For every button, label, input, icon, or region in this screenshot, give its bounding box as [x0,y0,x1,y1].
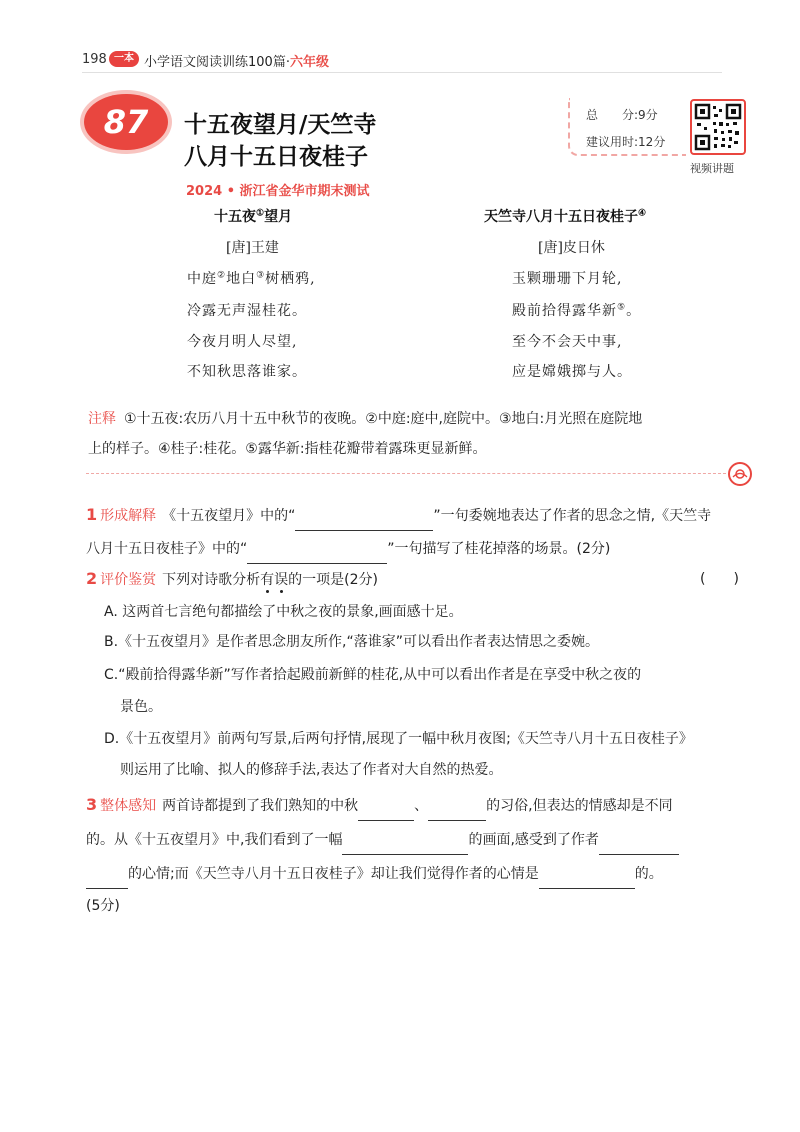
lesson-title-line2: 八月十五日夜桂子 [184,143,368,170]
q1-line1 [86,500,756,531]
q2-option-a[interactable]: A. 这两首七言绝句都描绘了中秋之夜的景象,画面感十足。 [104,604,463,620]
poem1-line1-b: 地白 [226,271,257,287]
lesson-title-line1: 十五夜望月/天竺寺 [184,111,377,138]
q2-emphasis-2: 误 [274,572,289,588]
q1-number: 1 [86,505,98,524]
poem1-line4: 不知秋思落谁家。 [187,364,307,380]
poem2-line3: 至今不会天中事, [512,334,623,350]
poem1-title-b: 望月 [264,209,293,225]
poem2-title-mark: ④ [638,208,647,219]
q3-line2 [86,825,756,855]
q2-option-b[interactable]: B.《十五夜望月》是作者思念朋友所作,“落谁家”可以看出作者表达情思之委婉。 [104,634,600,650]
book-title-text: 小学语文阅读训练100篇 [144,55,286,70]
q3-text2: 、 [414,798,429,814]
lesson-number-badge [84,94,168,150]
poem1-line2: 冷露无声湿桂花。 [187,303,307,319]
qr-code-icon[interactable] [690,99,746,155]
question-1 [86,500,756,564]
suggested-time: 建议用时:12分 [586,135,666,149]
title-separator: · [285,55,290,70]
q3-blank4[interactable] [599,836,679,855]
q1-text4: ”一句描写了桂花掉落的场景。(2分) [387,541,611,557]
notes-block [88,404,756,464]
poem1-title [214,206,292,226]
q3-text3: 的习俗,但表达的情感却是不同 [486,798,673,814]
notes-label: 注释 [88,411,116,427]
question-2 [86,564,756,595]
poem1-line1-mark1: ② [217,270,227,281]
poem1-line1-mark2: ③ [256,270,266,281]
q2-tag: 评价鉴赏 [100,572,157,588]
poem2-author: [唐]皮日休 [538,240,605,256]
question-3 [86,790,756,921]
q3-blank2[interactable] [428,802,486,821]
notes-line1 [88,404,756,434]
flower-icon [728,462,752,486]
poem1-line1-a: 中庭 [187,271,217,287]
poem1-title-mark: ① [256,208,265,219]
total-score: 总 分:9分 [586,108,658,122]
notes-text1: ①十五夜:农历八月十五中秋节的夜晚。②中庭:庭中,庭院中。③地白:月光照在庭院地 [124,411,643,427]
q3-blank6[interactable] [539,870,635,889]
section-divider [86,473,726,474]
q2-answer-parens[interactable]: ( ) [700,571,739,587]
poem2-title-text: 天竺寺八月十五日夜桂子 [484,209,638,225]
q1-blank2[interactable] [247,545,387,564]
notes-line2: 上的样子。④桂子:桂花。⑤露华新:指桂花瓣带着露珠更显新鲜。 [88,441,487,457]
q1-text1: 《十五夜望月》中的“ [162,508,296,524]
book-title [144,51,329,70]
lesson-number: 87 [103,103,149,141]
poem2-line1: 玉颗珊珊下月轮, [512,271,623,287]
poem1-title-a: 十五夜 [214,209,256,225]
video-label: 视频讲题 [690,162,734,175]
q2-number: 2 [86,569,98,588]
q2-option-d-line2: 则运用了比喻、拟人的修辞手法,表达了作者对大自然的热爱。 [120,762,503,778]
brand-logo: 一本 [109,51,139,67]
poem1-author: [唐]王建 [226,240,279,256]
q3-blank1[interactable] [358,802,414,821]
q3-text7: 的。 [634,866,663,882]
q3-text6: 的心情;而《天竺寺八月十五日夜桂子》却让我们觉得作者的心情是 [128,866,539,882]
q1-line2 [86,534,756,564]
page-number: 198 [82,52,107,67]
q3-text5: 的画面,感受到了作者 [468,832,599,848]
q2-option-c-line1[interactable]: C.“殿前拾得露华新”写作者拾起殿前新鲜的桂花,从中可以看出作者是在享受中秋之夜的 [104,667,642,683]
q2-stem-a: 下列对诗歌分析 [162,572,261,588]
poem2-line4: 应是嫦娥掷与人。 [512,364,632,380]
q3-number: 3 [86,795,98,814]
q1-blank1[interactable] [295,512,433,531]
q2-stem-b: 的一项是(2分) [288,572,378,588]
exam-source: 2024 • 浙江省金华市期末测试 [186,184,370,199]
q1-text3: 八月十五日夜桂子》中的“ [86,541,248,557]
q3-text1: 两首诗都提到了我们熟知的中秋 [162,798,359,814]
q3-blank3[interactable] [342,836,468,855]
q3-tag: 整体感知 [100,798,157,814]
poem1-line1-c: 树栖鸦, [265,271,316,287]
grade-label: 六年级 [289,55,329,70]
poem2-line2-a: 殿前拾得露华新 [512,303,617,319]
q3-blank5[interactable] [86,870,128,889]
q2-option-c-line2: 景色。 [120,699,162,715]
q3-line4: (5分) [86,898,120,914]
poem2-line2-mark: ⑤ [617,302,627,313]
poem1-line1 [187,268,316,288]
q3-text4: 的。从《十五夜望月》中,我们看到了一幅 [86,832,343,848]
q3-line1 [86,790,756,821]
poem2-line2 [512,300,641,320]
header-rule [82,72,722,73]
poem1-line3: 今夜月明人尽望, [187,334,298,350]
poem2-title [484,206,646,226]
q3-line3 [86,859,756,889]
q2-emphasis-1: 有 [260,572,275,588]
q2-option-d-line1[interactable]: D.《十五夜望月》前两句写景,后两句抒情,展现了一幅中秋月夜图;《天竺寺八月十五日夜桂子》 [104,731,693,747]
poem2-line2-b: 。 [626,303,642,319]
q1-text2: ”一句委婉地表达了作者的思念之情,《天竺寺 [433,508,712,524]
q1-tag: 形成解释 [100,508,157,524]
